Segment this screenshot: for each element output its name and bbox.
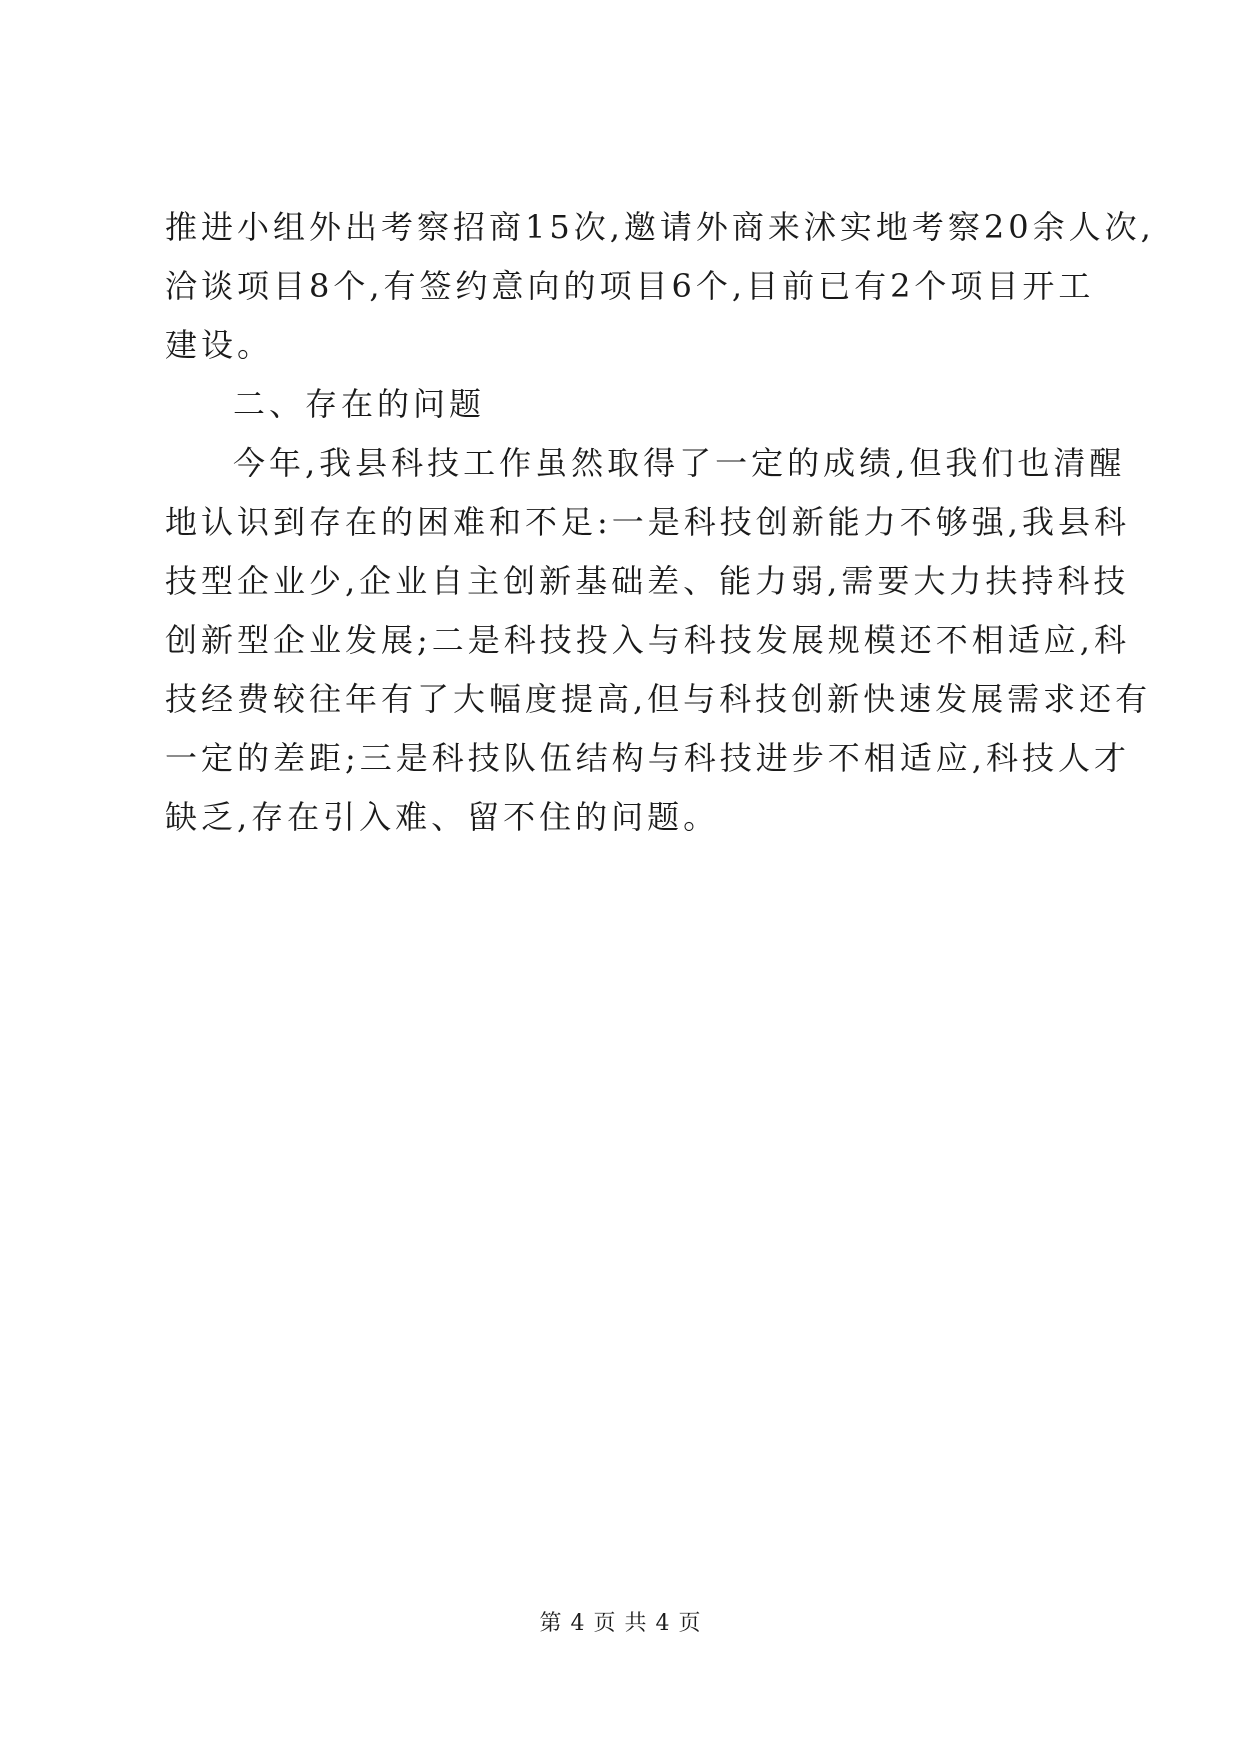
paragraph-line: 一定的差距;三是科技队伍结构与科技进步不相适应,科技人才 — [165, 739, 1130, 777]
paragraph-line: 地认识到存在的困难和不足:一是科技创新能力不够强,我县科 — [165, 503, 1130, 541]
paragraph-line: 今年,我县科技工作虽然取得了一定的成绩,但我们也清醒 — [233, 444, 1126, 482]
paragraph-line: 推进小组外出考察招商15次,邀请外商来沭实地考察20余人次, — [165, 208, 1155, 246]
section-heading: 二、存在的问题 — [233, 385, 486, 423]
paragraph-line: 缺乏,存在引入难、留不住的问题。 — [165, 798, 720, 836]
paragraph-line: 技经费较往年有了大幅度提高,但与科技创新快速发展需求还有 — [165, 680, 1152, 718]
paragraph-line: 技型企业少,企业自主创新基础差、能力弱,需要大力扶持科技 — [165, 562, 1130, 600]
paragraph-line: 创新型企业发展;二是科技投入与科技发展规模还不相适应,科 — [165, 621, 1130, 659]
paragraph-line: 建设。 — [165, 326, 274, 364]
paragraph-line: 洽谈项目8个,有签约意向的项目6个,目前已有2个项目开工 — [165, 267, 1095, 305]
page-footer: 第 4 页 共 4 页 — [539, 1611, 702, 1636]
